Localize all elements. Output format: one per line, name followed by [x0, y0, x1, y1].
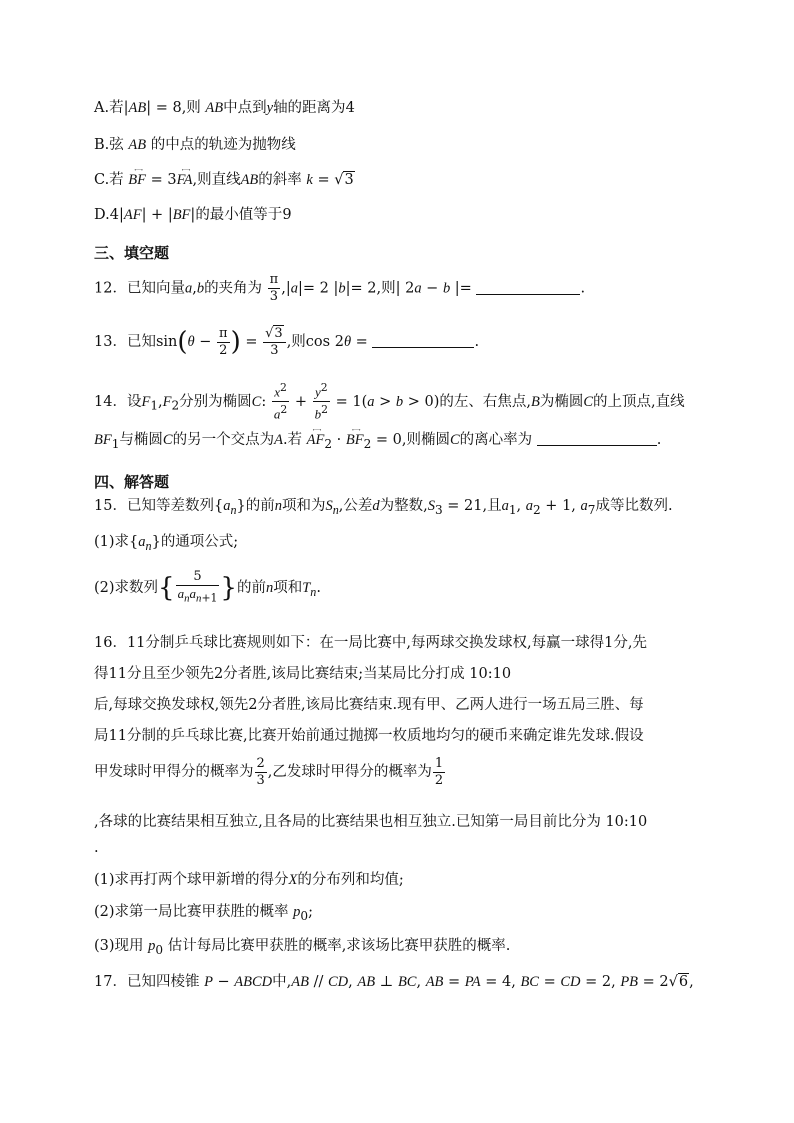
q11-option-c: C.若 ←→ BF = 3←→ FA,则直线AB的斜率 k = √3: [94, 170, 754, 190]
answer-blank-14[interactable]: [537, 445, 657, 446]
question-14-line-1: 14．设$F_1,F_2$分别为椭圆C: $\frac{x^2}{a^2}$ + $\frac{y^2}{b^2}$ = 1(a > b > 0)的左、右焦点,B为椭圆C的上顶点,直线: [94, 381, 685, 422]
question-15-part-1: (1)求$\{a_n\}$的通项公式;: [94, 534, 239, 553]
question-15-part-2: (2)求数列{ $\frac{5}{a_na_{n+1}}$ }的前n项和$T_n$.: [94, 569, 321, 605]
question-16-line-4: 局11分制的乒乓球比赛,比赛开始前通过抛掷一枚质地均匀的硬币来确定谁先发球.假设: [94, 728, 644, 744]
question-16-line-1: 16．11分制乒乓球比赛规则如下：在一局比赛中,每两球交换发球权,每赢一球得1分,先: [94, 635, 647, 651]
question-16-line-2: 得11分且至少领先2分者胜,该局比赛结束;当某局比分打成 10:10: [94, 666, 512, 682]
answer-blank-12[interactable]: [476, 294, 580, 295]
q11-option-a: A.若|AB| = 8,则 AB中点到y轴的距离为4: [94, 100, 355, 116]
q11-option-d: D.4|AF| + |BF|的最小值等于9: [94, 207, 292, 223]
question-16-line-6: ,各球的比赛结果相互独立,且各局的比赛结果也相互独立.已知第一局目前比分为 10:10: [94, 814, 648, 830]
answer-blank-13[interactable]: [372, 347, 474, 348]
question-17-stem: 17．已知四棱锥 P − ABCD中,AB // CD, AB ⊥ BC, AB = PA = 4, BC = CD = 2, PB = 2√6,: [94, 974, 694, 990]
section-heading-solve: 四、解答题: [94, 473, 170, 491]
question-13: 13．已知sin(θ − $\frac{\pi}{2}$ ) = $\frac{√3}{3}$ ,则cos 2θ = .: [94, 325, 480, 358]
question-14-line-2: $BF_1$与椭圆C的另一个交点为A.若 ←→ $AF_2$ · ←→ $BF_2 = 0$,则椭圆C的离心率为 .: [94, 430, 754, 454]
question-16-line-5: 甲发球时甲得分的概率为 $\frac{2}{3}$ ,乙发球时甲得分的概率为 $\frac{1}{2}$: [94, 755, 444, 788]
question-12: 12．已知向量a,b的夹角为 $\frac{\pi}{3}$ ,|a|= 2 |b|= 2,则| 2a − b |= .: [94, 272, 586, 304]
q11-option-b: B.弦 AB 的中点的轨迹为抛物线: [94, 137, 296, 153]
question-16-line-7: .: [94, 840, 99, 856]
question-15-stem: 15．已知等差数列$\{a_n\}$的前n项和为$S_n$,公差d为整数$,S_3 = 21$,且$a_1$, $a_2 + 1$, $a_7$成等比数列.: [94, 498, 673, 517]
question-16-part-1: (1)求再打两个球甲新增的得分X的分布列和均值;: [94, 872, 404, 888]
question-16-part-3: (3)现用 $p_0$ 估计每局比赛甲获胜的概率,求该场比赛甲获胜的概率.: [94, 938, 511, 957]
section-heading-fill-in: 三、填空题: [94, 244, 170, 262]
question-16-line-3: 后,每球交换发球权,领先2分者胜,该局比赛结束.现有甲、乙两人进行一场五局三胜、每: [94, 697, 644, 713]
question-16-part-2: (2)求第一局比赛甲获胜的概率 $p_0$;: [94, 904, 313, 923]
